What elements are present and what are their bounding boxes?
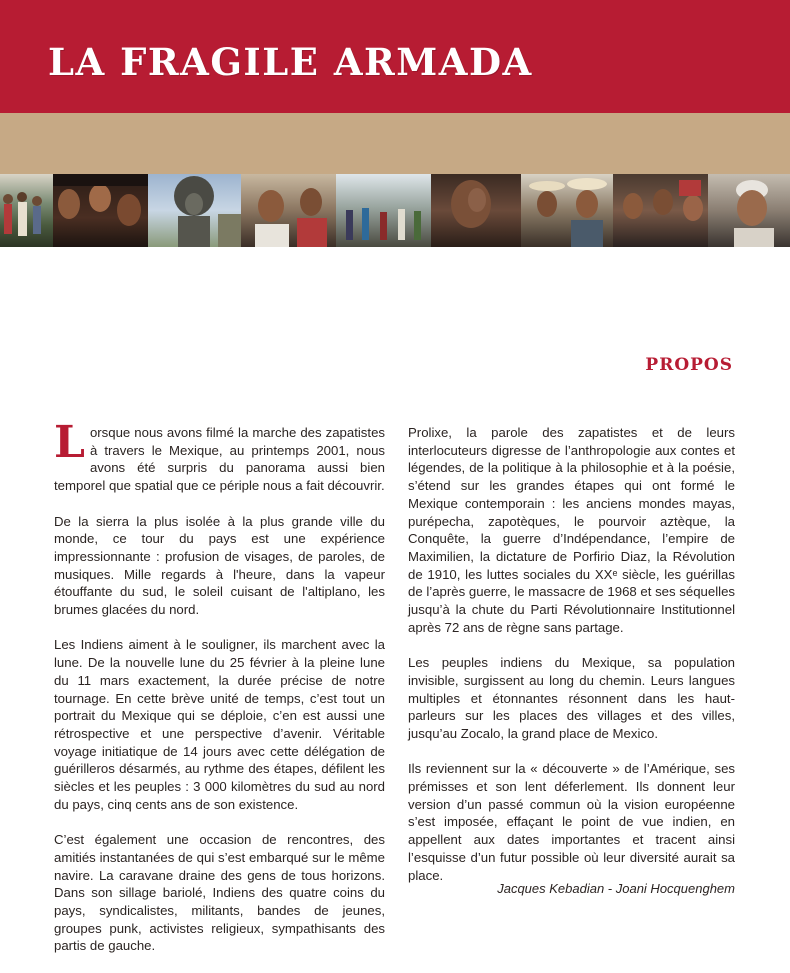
paragraph: De la sierra la plus isolée à la plus grande ville du monde, ce tour du pays est une expérience impressionnante : profusion de visages, de paroles, de musiques. Mille regards à l'heure, dans la vapeur étouffante du sud, le soleil cuisant de l'altiplano, les brumes glacées du nord. (54, 513, 385, 618)
paragraph: Les Indiens aiment à le souligner, ils marchent avec la lune. De la nouvelle lune du 25 février à la pleine lune du 11 mars exactement, la durée précise de notre tournage. En cette brève unité de temps, c’est tout un portrait du Mexique qui se déploie, c’en est aussi une rétrospective et une perspective d’avenir. Véritable voyage initiatique de 14 jours avec cette délégation de guérilleros désarmés, au rythme des étapes, défilent les siècles et les peuples : 3 000 kilomètres du sud au nord du pays, cinq cents ans de son existence. (54, 637, 385, 812)
photo-elder (708, 174, 790, 247)
authors-signature: Jacques Kebadian - Joani Hocquenghem (497, 881, 735, 896)
paragraph: Ils reviennent sur la « découverte » de l’Amérique, ses prémisses et son lent déferlement. Ils donnent leur version d’un passé commun où la vision européenne s’est imposée, effaçant le point de vue indien, en appellent aux dates importantes et tracent ainsi l’esquisse d’un futur possible où leur diversité aurait sa place. (408, 761, 735, 883)
paragraph-text: orsque nous avons filmé la marche des zapatistes à travers le Mexique, au printemps 2001, nous avons été surpris du panorama aussi bien temporel que spatial que ce périple nous a fait découvrir. (54, 425, 385, 494)
photo-strip (0, 174, 790, 247)
drop-cap: L (54, 417, 85, 468)
photo-statue (148, 174, 241, 247)
photo-hats (521, 174, 613, 247)
photo-man-close (241, 174, 336, 247)
title-banner (0, 0, 790, 113)
paragraph: Les peuples indiens du Mexique, sa population invisible, surgissent au long du chemin. Leurs langues multiples et étonnantes résonnent dans les haut-parleurs sur les places des villages et des villes, jusqu’au Zocalo, la grand place de Mexico. (408, 655, 735, 741)
photo-group (613, 174, 708, 247)
paragraph: C’est également une occasion de rencontres, des amitiés instantanées de qui s’est embarqué sur le même navire. La caravane draine des gens de tous horizons. Dans son sillage bariolé, Indiens des quatre coins du pays, syndicalistes, militants, bandes de jeunes, groupes punk, activistes religieux, sympathisants des partis de gauche. (54, 832, 385, 954)
photo-women-faces (53, 174, 148, 247)
photo-street-crowd (336, 174, 431, 247)
paragraph: Prolixe, la parole des zapatistes et de leurs interlocuteurs digresse de l’anthropologie aux contes et légendes, de la politique à la philosophie et à la poésie, s’étend sur les grandes étapes qui ont formé le Mexique contemporain : les anciens mondes mayas, purépecha, zapotèques, le pourvoir aztèque, la Conquête, la guerre d’Indépendance, l’empire de Maximilien, la dictature de Porfirio Diaz, la Révolution de 1910, les luttes sociales du XXᵉ siècle, les guérillas de l’après guerre, le massacre de 1968 et ses séquelles jusqu’à la chute du Parti Révolutionnaire Institutionnel après 72 ans de règne sans partage. (408, 425, 735, 635)
photo-profile (431, 174, 521, 247)
left-column (54, 417, 385, 973)
decorative-band (0, 113, 790, 174)
section-heading: PROPOS (645, 355, 733, 375)
right-column (408, 424, 735, 902)
photo-crowd-march (0, 174, 53, 247)
page-title: LA FRAGILE ARMADA (48, 40, 533, 84)
paragraph (54, 417, 385, 495)
